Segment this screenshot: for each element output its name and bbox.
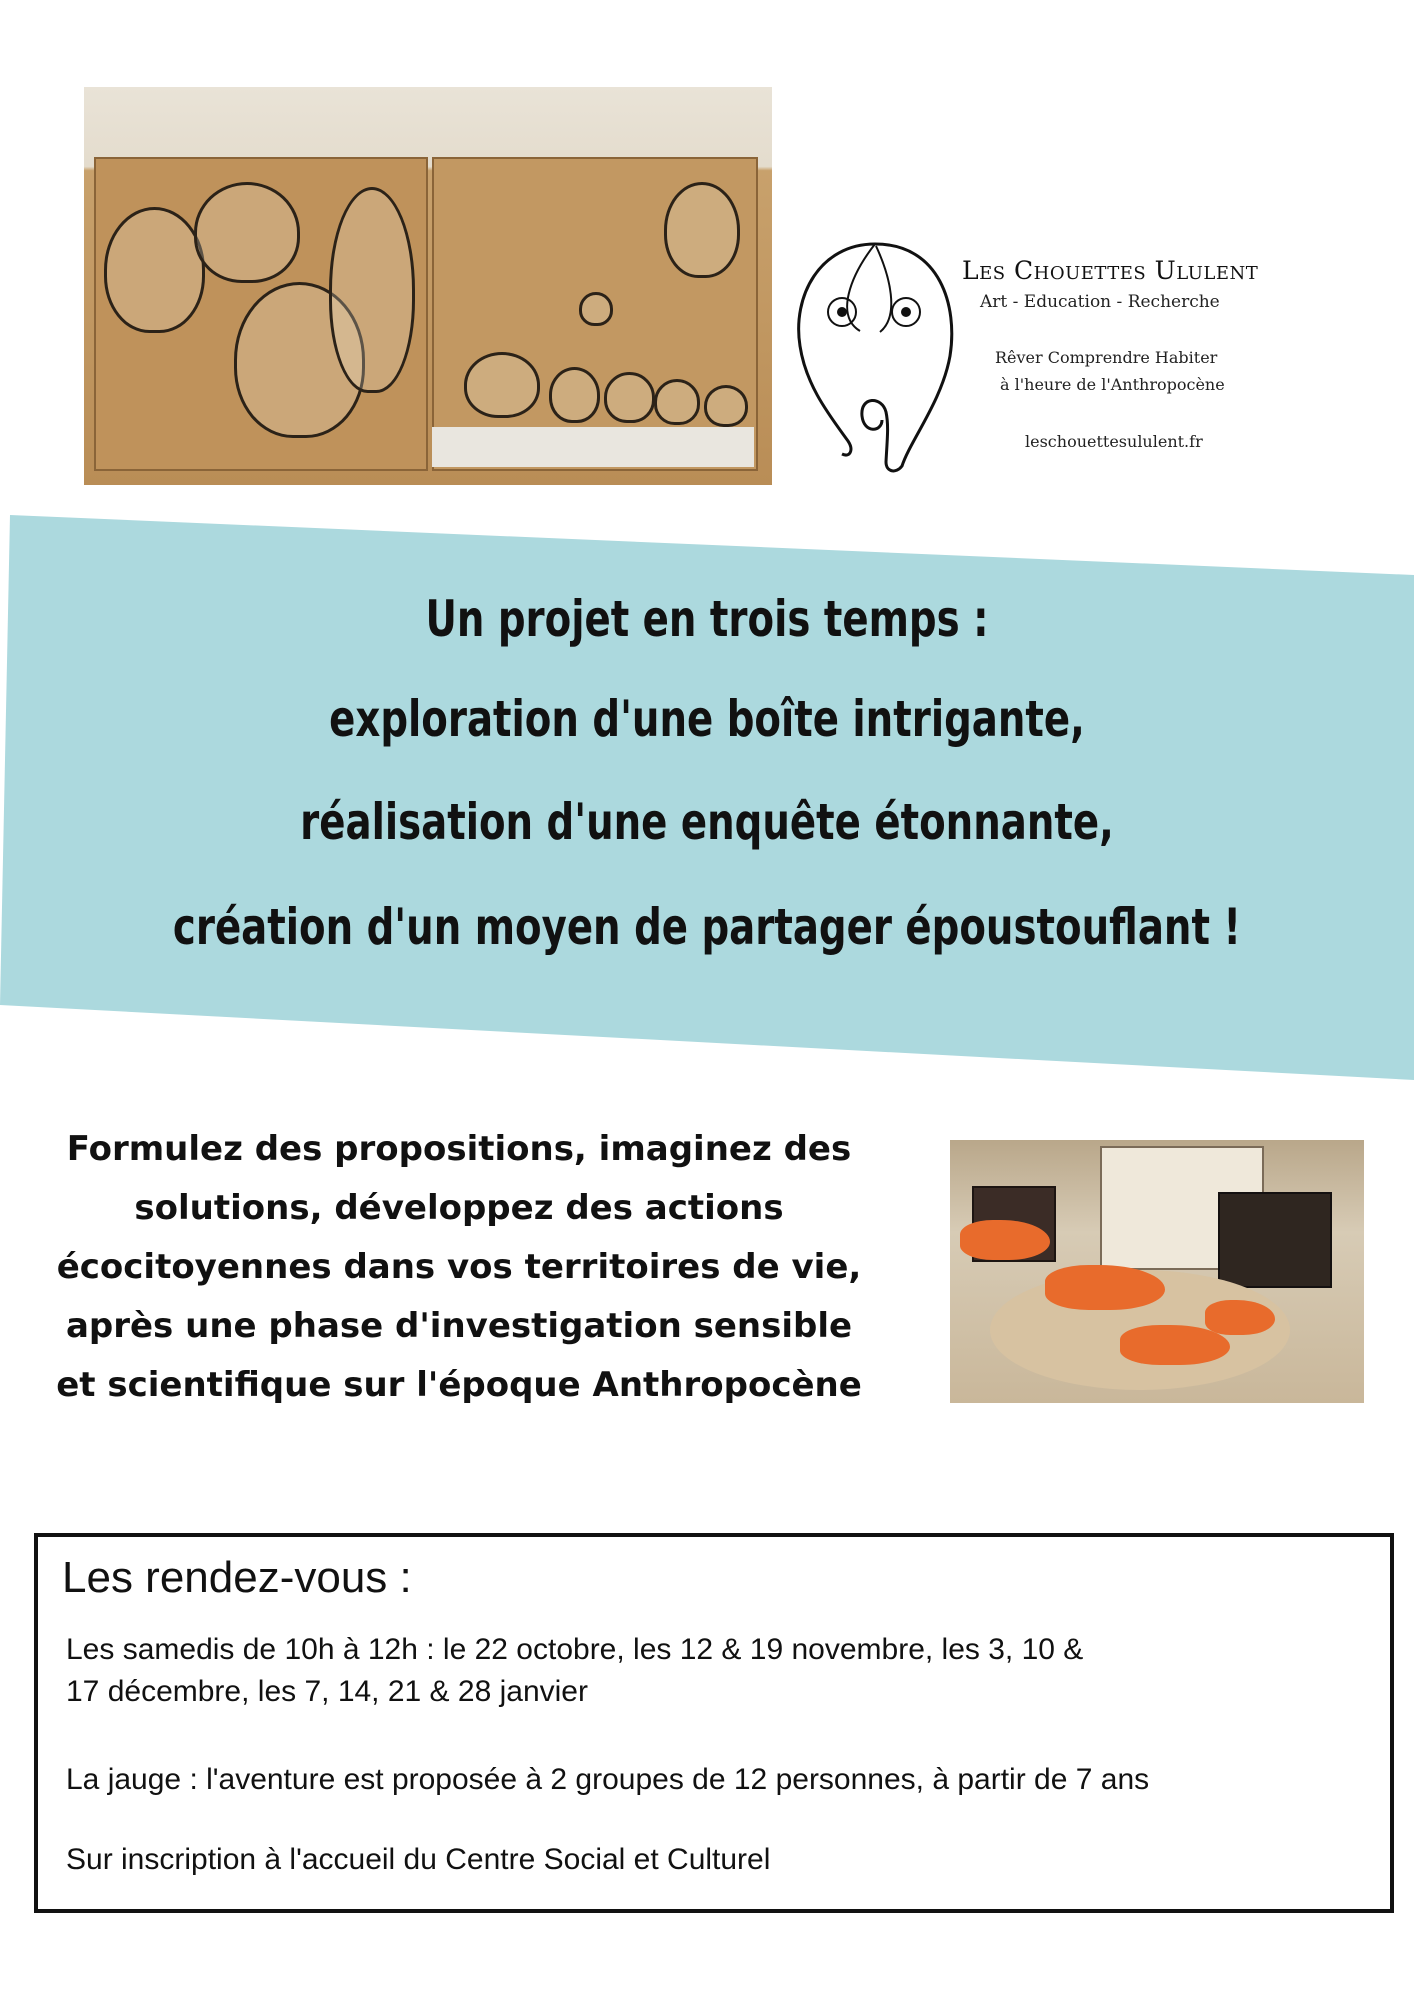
description-line: Formulez des propositions, imaginez des [66, 1129, 852, 1169]
registration-text: Sur inscription à l'accueil du Centre Social et Culturel [66, 1843, 771, 1876]
description-line: écocitoyennes dans vos territoires de vie, [56, 1247, 862, 1287]
owl-logo-icon [790, 236, 960, 476]
owl-drawing [604, 372, 655, 423]
owl-drawing [329, 187, 415, 393]
orange-fabric [960, 1220, 1050, 1260]
cardboard-owls-photo [84, 87, 772, 485]
banner-line: exploration d'une boîte intrigante, [329, 690, 1085, 748]
wooden-chest [1218, 1192, 1332, 1288]
brand-tagline: Rêver Comprendre Habiter [995, 348, 1218, 367]
logo-block [790, 236, 1310, 476]
owl-drawing [194, 182, 300, 283]
rendezvous-box [34, 1533, 1394, 1913]
brand-name: Les Chouettes Ululent [962, 256, 1259, 285]
capacity-text: La jauge : l'aventure est proposée à 2 groupes de 12 personnes, à partir de 7 ans [66, 1763, 1150, 1796]
orange-fabric [1045, 1265, 1165, 1310]
description-text [14, 1120, 904, 1415]
brand-website[interactable]: leschouettesululent.fr [1025, 432, 1203, 451]
owl-drawing [579, 292, 613, 326]
owl-drawing [464, 352, 540, 418]
drawn-ground [432, 427, 754, 467]
schedule-text: 17 décembre, les 7, 14, 21 & 28 janvier [66, 1675, 588, 1708]
schedule-text: Les samedis de 10h à 12h : le 22 octobre, les 12 & 19 novembre, les 3, 10 & [66, 1633, 1084, 1666]
description-line: solutions, développez des actions [134, 1188, 784, 1228]
banner-line: Un projet en trois temps : [425, 590, 989, 648]
owl-drawing [664, 182, 740, 278]
brand-tagline: à l'heure de l'Anthropocène [1000, 375, 1225, 394]
owl-drawing [104, 207, 205, 333]
description-line: après une phase d'investigation sensible [65, 1306, 853, 1346]
description-line: et scientifique sur l'époque Anthropocène [56, 1365, 862, 1405]
project-banner [0, 515, 1414, 1085]
orange-fabric [1205, 1300, 1275, 1335]
owl-drawing [549, 367, 600, 423]
rendezvous-title: Les rendez-vous : [62, 1553, 412, 1602]
owl-drawing [704, 385, 748, 427]
banner-line: réalisation d'une enquête étonnante, [300, 793, 1114, 851]
owl-drawing [654, 379, 700, 425]
brand-subtitle: Art - Education - Recherche [980, 292, 1220, 312]
workshop-photo [950, 1140, 1364, 1403]
banner-line: création d'un moyen de partager époustouflant ! [172, 898, 1242, 956]
